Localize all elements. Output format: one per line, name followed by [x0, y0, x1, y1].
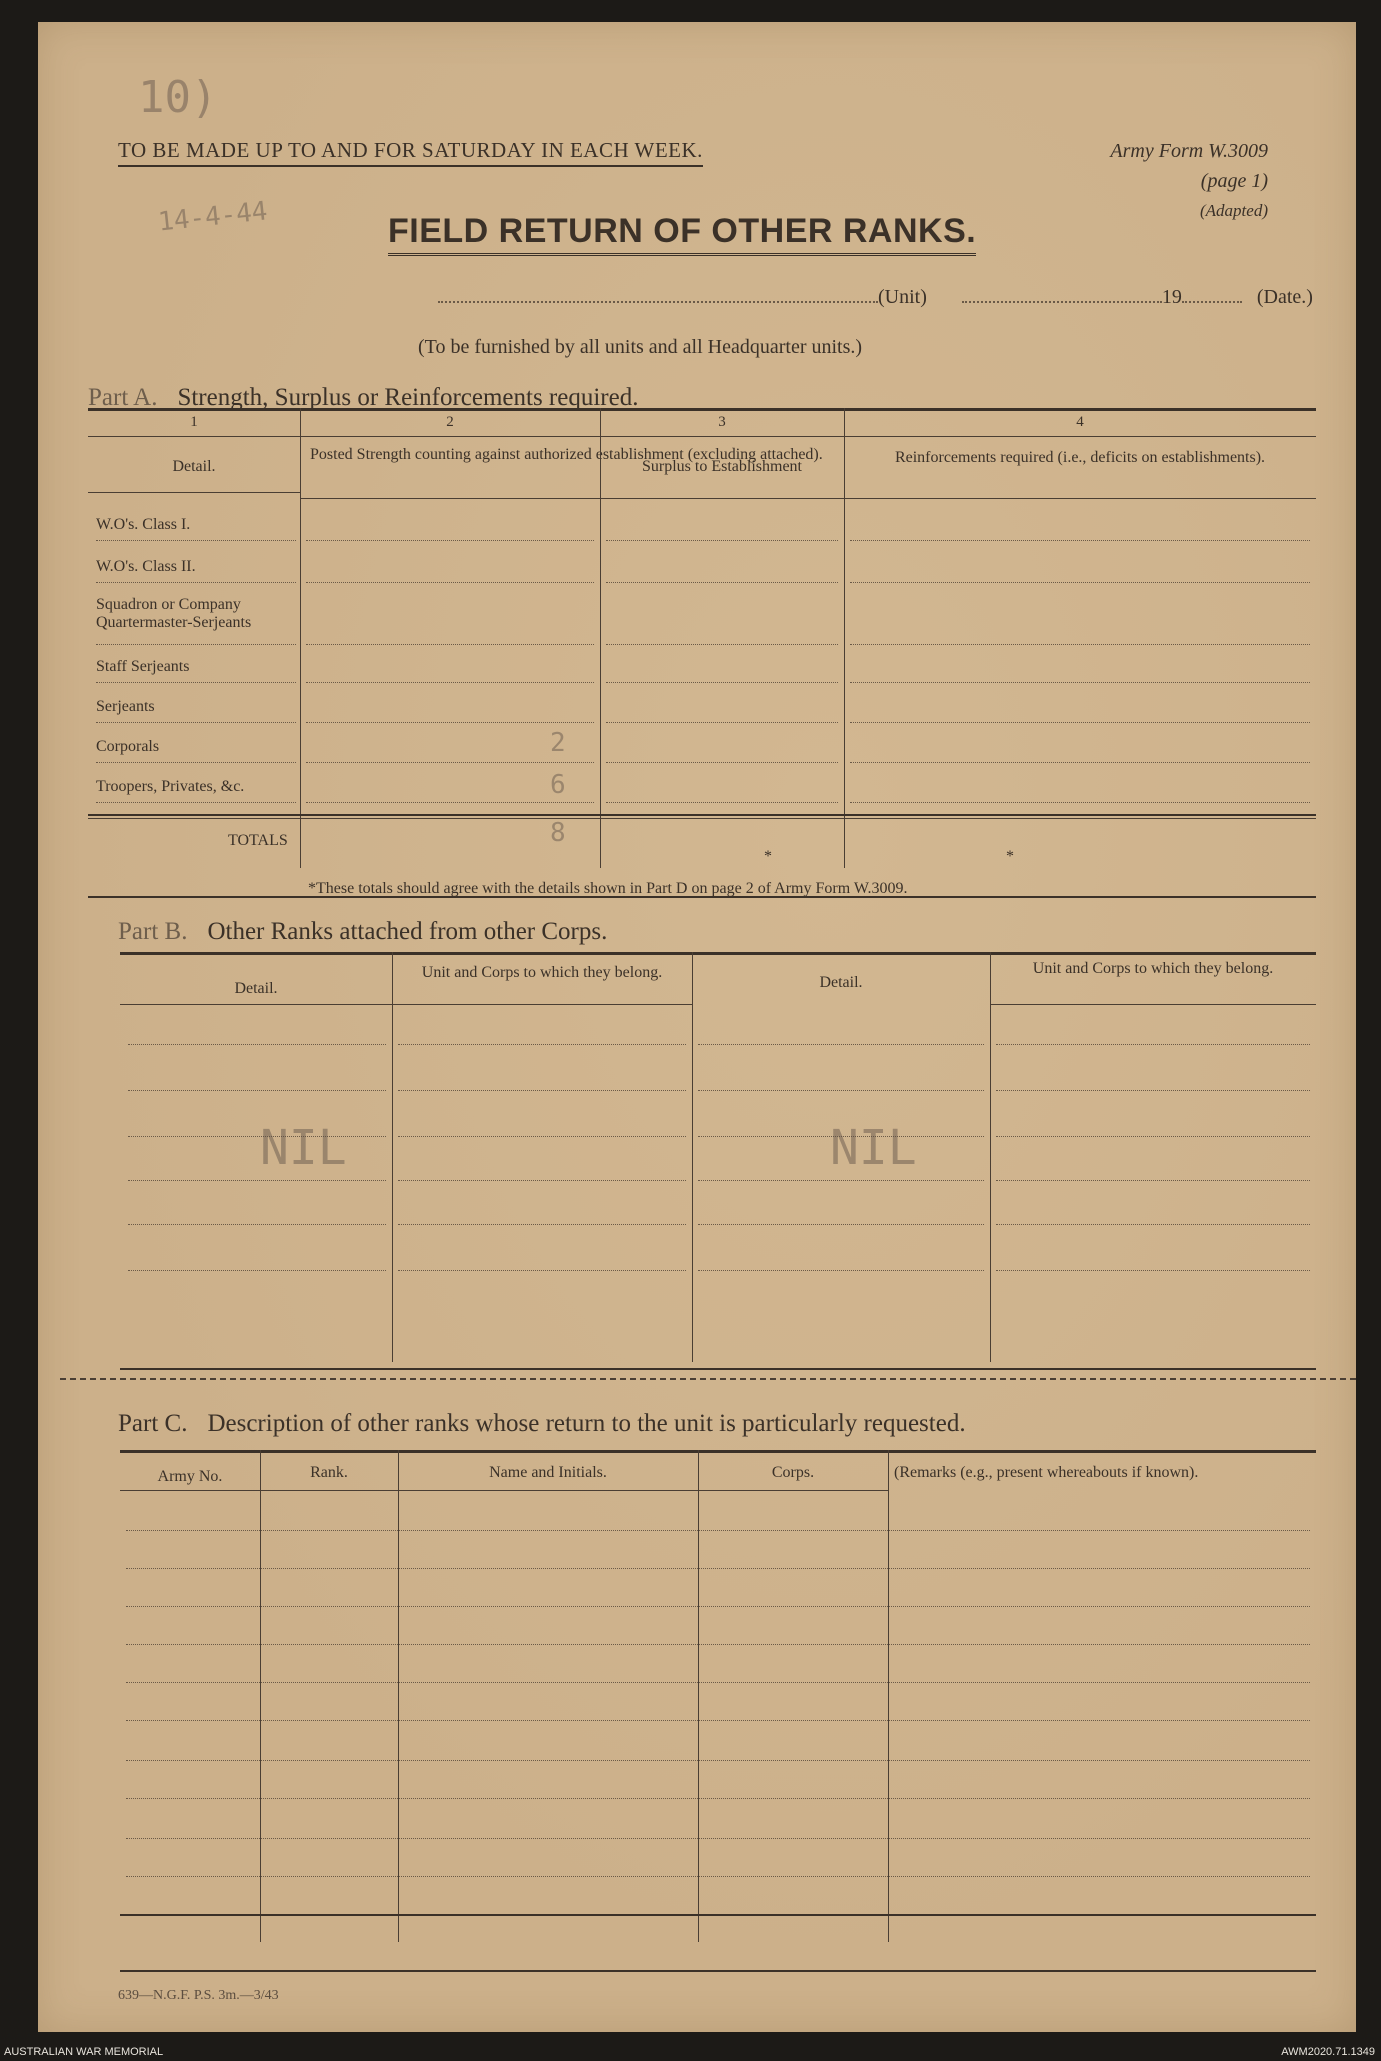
row-label-troopers: Troopers, Privates, &c. [96, 778, 245, 795]
part-a-footnote: *These totals should agree with the details shown in Part D on page 2 of Army Form W.3009. [308, 880, 908, 897]
instruction-line: TO BE MADE UP TO AND FOR SATURDAY IN EACH WEEK. [118, 138, 703, 167]
part-b-header-unit-right: Unit and Corps to which they belong. [1032, 960, 1274, 977]
row-label-wo-class-2: W.O's. Class II. [96, 558, 196, 575]
column-header-posted: Posted Strength counting against authorized establishment (excluding attached). [310, 446, 823, 463]
part-b-heading [118, 918, 607, 946]
handwritten-side-notes: 14-4-44 [156, 196, 269, 238]
handwritten-nil-right: NIL [830, 1120, 917, 1176]
part-c-label: Part C. [118, 1410, 188, 1437]
part-c-header-name: Name and Initials. [489, 1464, 607, 1481]
column-number: 2 [446, 414, 454, 430]
form-number-block [1110, 136, 1268, 226]
furnished-note: (To be furnished by all units and all Headquarter units.) [418, 336, 863, 358]
print-code: 639—N.G.F. P.S. 3m.—3/43 [118, 1988, 279, 2003]
part-c-header-corps: Corps. [771, 1464, 815, 1481]
total-surplus: * [764, 848, 772, 865]
part-b-header-detail-left: Detail. [234, 980, 278, 997]
archive-name: AUSTRALIAN WAR MEMORIAL [4, 2046, 164, 2058]
page-title: FIELD RETURN OF OTHER RANKS. [388, 212, 976, 256]
total-posted: 8 [550, 818, 566, 848]
row-label-wo-class-1: W.O's. Class I. [96, 516, 191, 533]
archive-footer [0, 2032, 1381, 2061]
page-number: (page 1) [1200, 170, 1268, 192]
part-b-header-unit-left: Unit and Corps to which they belong. [421, 964, 663, 981]
date-label: (Date.) [1256, 286, 1313, 308]
part-a-table [88, 408, 1316, 908]
date-field[interactable] [962, 287, 1162, 303]
total-reinforcements: * [1006, 848, 1014, 865]
part-c-table [120, 1450, 1316, 1970]
row-label-cqms: Squadron or Company Quartermaster-Serjeants [96, 596, 252, 631]
part-b-label: Part B. [118, 918, 188, 945]
part-c-heading [118, 1410, 966, 1438]
unit-field[interactable] [438, 287, 878, 303]
row-label-staff-serjeants: Staff Serjeants [96, 658, 190, 675]
handwritten-note-top: 10) [138, 72, 218, 123]
perforation-line [60, 1378, 1356, 1380]
year-field[interactable] [1182, 287, 1242, 303]
part-b-header-detail-right: Detail. [819, 974, 863, 991]
part-b-title: Other Ranks attached from other Corps. [207, 918, 608, 945]
archive-id: AWM2020.71.1349 [1281, 2046, 1375, 2058]
column-header-surplus: Surplus to Establishment [642, 458, 802, 475]
part-a-label: Part A. [88, 384, 158, 411]
row-label-serjeants: Serjeants [96, 698, 155, 715]
part-c-header-remarks: (Remarks (e.g., present whereabouts if known). [894, 1464, 1199, 1481]
column-header-detail: Detail. [172, 458, 216, 475]
part-c-title: Description of other ranks whose return to the unit is particularly requested. [207, 1410, 966, 1437]
row-label-corporals: Corporals [96, 738, 160, 755]
part-a-title: Strength, Surplus or Reinforcements required. [177, 384, 639, 411]
column-header-reinforcements: Reinforcements required (i.e., deficits on establishments). [894, 449, 1266, 466]
column-number: 4 [1076, 414, 1084, 430]
cell-posted-troopers: 6 [550, 770, 566, 800]
unit-label: (Unit) [878, 286, 927, 308]
handwritten-nil-left: NIL [260, 1120, 347, 1176]
adapted-note: (Adapted) [1200, 201, 1268, 220]
totals-label: TOTALS [228, 832, 288, 849]
part-c-header-rank: Rank. [310, 1464, 348, 1481]
part-c-header-army-no: Army No. [157, 1468, 223, 1485]
cell-posted-corporals: 2 [550, 728, 566, 758]
column-number: 1 [190, 414, 198, 430]
column-number: 3 [718, 414, 726, 430]
part-b-table [120, 952, 1316, 1372]
unit-date-line [438, 286, 1313, 309]
form-number: Army Form W.3009 [1110, 140, 1268, 162]
form-page [38, 22, 1356, 2032]
year-prefix: 19 [1161, 286, 1182, 308]
